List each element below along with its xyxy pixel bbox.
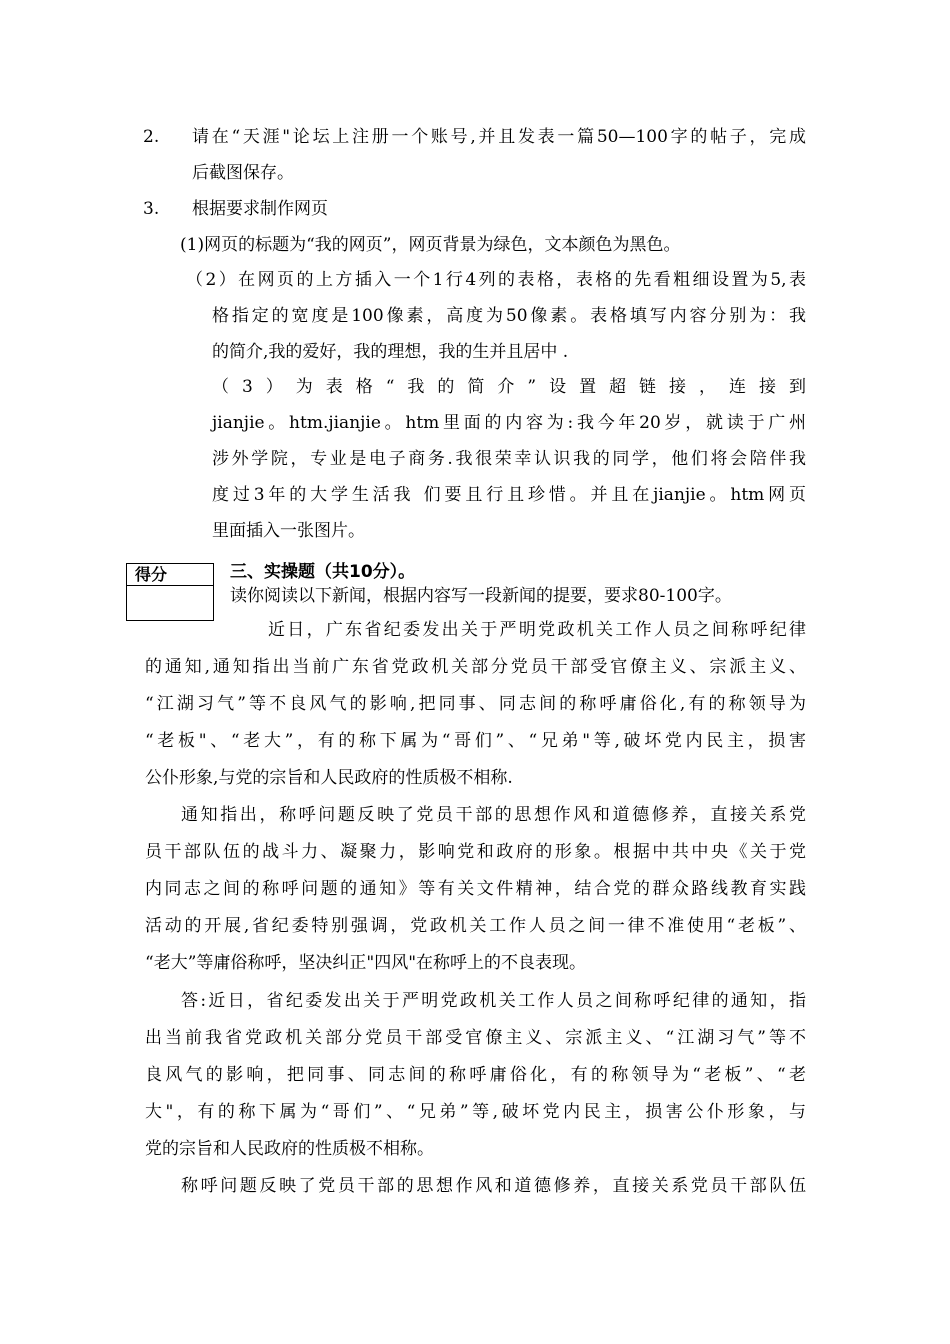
score-field[interactable] [127, 586, 213, 621]
q3-item-2-line-3: 的简介,我的爱好，我的理想，我的生并且居中 . [212, 342, 569, 362]
q3-item-3-line-5: 里面插入一张图片。 [212, 521, 365, 541]
news-p2-line-2: 员干部队伍的战斗力、凝聚力，影响党和政府的形象。根据中共中央《关于党 [145, 842, 806, 862]
q3-item-3-line-4: 度过3年的大学生活我 们要且行且珍惜。并且在jianjie。htm网页 [212, 485, 806, 505]
news-p1-line-1: 近日，广东省纪委发出关于严明党政机关工作人员之间称呼纪律 [268, 620, 806, 640]
news-p2-line-5: “老大”等庸俗称呼，坚决纠正"四风"在称呼上的不良表现。 [145, 953, 587, 973]
answer-p1-line-5: 党的宗旨和人民政府的性质极不相称。 [145, 1139, 434, 1159]
score-box [126, 563, 214, 621]
section-3-heading: 三、实操题（共10分）。 [230, 562, 416, 582]
q3-item-3-line-2: jianjie。htm.jianjie。htm里面的内容为:我今年20岁，就读于广州 [212, 413, 806, 433]
q3-item-3-line-1: （3）为表格“我的简介”设置超链接，连接到 [212, 377, 806, 397]
q3-item-3-line-3: 涉外学院，专业是电子商务.我很荣幸认识我的同学，他们将会陪伴我 [212, 449, 806, 469]
answer-p1-line-1: 答:近日，省纪委发出关于严明党政机关工作人员之间称呼纪律的通知，指 [181, 991, 806, 1011]
news-p2-line-1: 通知指出，称呼问题反映了党员干部的思想作风和道德修养，直接关系党 [181, 805, 806, 825]
news-p1-line-2: 的通知,通知指出当前广东省党政机关部分党员干部受官僚主义、宗派主义、 [145, 657, 806, 677]
answer-p2-line-1: 称呼问题反映了党员干部的思想作风和道德修养，直接关系党员干部队伍 [181, 1176, 806, 1196]
answer-p1-line-2: 出当前我省党政机关部分党员干部受官僚主义、宗派主义、“江湖习气”等不 [145, 1028, 806, 1048]
q3-item-2-line-1: （2）在网页的上方插入一个1行4列的表格，表格的先看粗细设置为5,表 [186, 270, 806, 290]
answer-p1-line-3: 良风气的影响，把同事、同志间的称呼庸俗化，有的称领导为“老板”、“老 [145, 1065, 806, 1085]
news-p1-line-4: “老板"、“老大”，有的称下属为“哥们”、“兄弟"等,破坏党内民主，损害 [145, 731, 806, 751]
news-p1-line-5: 公仆形象,与党的宗旨和人民政府的性质极不相称. [145, 768, 513, 788]
news-p2-line-3: 内同志之间的称呼问题的通知》等有关文件精神，结合党的群众路线教育实践 [145, 879, 806, 899]
answer-p1-line-4: 大"，有的称下属为“哥们”、“兄弟”等,破坏党内民主，损害公仆形象，与 [145, 1102, 806, 1122]
q3-item-1: (1)网页的标题为“我的网页”，网页背景为绿色，文本颜色为黑色。 [180, 235, 681, 255]
news-p2-line-4: 活动的开展,省纪委特别强调，党政机关工作人员之间一律不准使用“老板”、 [145, 916, 806, 936]
score-label: 得分 [127, 564, 213, 586]
q3-item-2-line-2: 格指定的宽度是100像素，高度为50像素。表格填写内容分别为：我 [212, 306, 806, 326]
q2-line-1: 请在“天涯"论坛上注册一个账号,并且发表一篇50—100字的帖子，完成 [192, 127, 806, 147]
q2-line-2: 后截图保存。 [192, 163, 294, 183]
q3-title: 根据要求制作网页 [192, 199, 328, 219]
section-3-instruction: 读你阅读以下新闻，根据内容写一段新闻的提要，要求80-100字。 [230, 586, 732, 606]
q3-number: 3. [143, 199, 160, 219]
q2-number: 2. [143, 127, 160, 147]
news-p1-line-3: “江湖习气”等不良风气的影响,把同事、同志间的称呼庸俗化,有的称领导为 [145, 694, 806, 714]
